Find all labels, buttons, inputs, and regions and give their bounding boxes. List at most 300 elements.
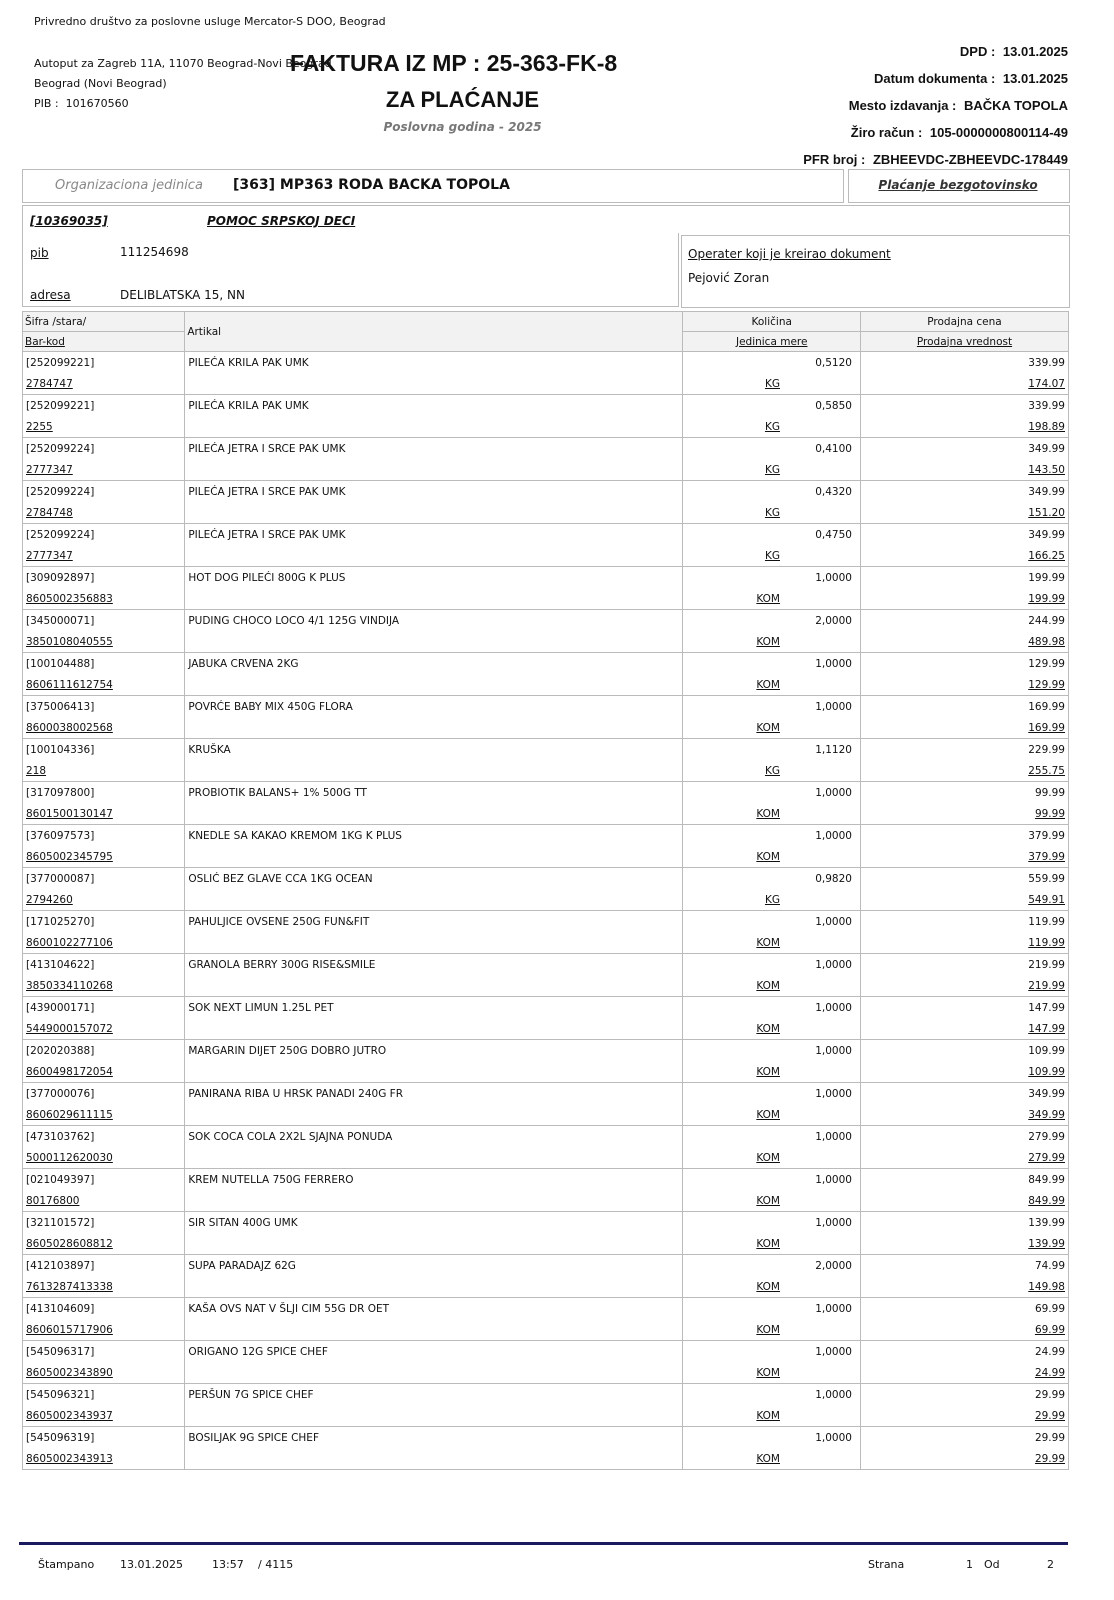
item-barcode: 5449000157072 <box>23 1018 185 1040</box>
item-price: 219.99 <box>860 954 1068 976</box>
meta-pfr: PFR broj : ZBHEEVDC-ZBHEEVDC-178449 <box>803 152 1068 167</box>
item-code: [202020388] <box>23 1040 185 1062</box>
items-table <box>22 311 1069 1470</box>
item-value: 279.99 <box>860 1147 1068 1169</box>
item-value: 149.98 <box>860 1276 1068 1298</box>
customer-header-box <box>22 205 1070 234</box>
company-pib: PIB : 101670560 <box>34 97 129 110</box>
item-row-sub <box>23 803 1069 825</box>
item-row <box>23 567 1069 589</box>
item-price: 109.99 <box>860 1040 1068 1062</box>
item-row-sub <box>23 502 1069 524</box>
item-article-empty <box>185 588 683 610</box>
item-value: 489.98 <box>860 631 1068 653</box>
item-price: 119.99 <box>860 911 1068 933</box>
item-unit: KOM <box>683 846 861 868</box>
item-article: PANIRANA RIBA U HRSK PANADI 240G FR <box>185 1083 683 1105</box>
item-qty: 0,5120 <box>683 352 861 374</box>
item-article-empty <box>185 1233 683 1255</box>
item-row-sub <box>23 674 1069 696</box>
item-qty: 1,0000 <box>683 954 861 976</box>
item-price: 139.99 <box>860 1212 1068 1234</box>
item-value: 143.50 <box>860 459 1068 481</box>
item-price: 279.99 <box>860 1126 1068 1148</box>
header-price: Prodajna cena <box>860 312 1068 332</box>
company-address-line1: Autoput za Zagreb 11A, 11070 Beograd-Novi Beograd <box>34 57 332 70</box>
item-article-empty <box>185 1061 683 1083</box>
item-qty: 0,4320 <box>683 481 861 503</box>
header-barcode: Bar-kod <box>23 332 185 352</box>
item-price: 99.99 <box>860 782 1068 804</box>
item-value: 24.99 <box>860 1362 1068 1384</box>
item-barcode: 218 <box>23 760 185 782</box>
item-value: 199.99 <box>860 588 1068 610</box>
item-article-empty <box>185 1104 683 1126</box>
item-unit: KOM <box>683 1362 861 1384</box>
item-unit: KG <box>683 545 861 567</box>
item-qty: 1,0000 <box>683 1169 861 1191</box>
item-value: 109.99 <box>860 1061 1068 1083</box>
item-price: 69.99 <box>860 1298 1068 1320</box>
company-address <box>34 54 332 114</box>
fiscal-year: Poslovna godina - 2025 <box>383 120 542 134</box>
item-price: 199.99 <box>860 567 1068 589</box>
item-qty: 1,0000 <box>683 567 861 589</box>
item-value: 129.99 <box>860 674 1068 696</box>
item-qty: 1,0000 <box>683 1212 861 1234</box>
item-article-empty <box>185 416 683 438</box>
item-price: 349.99 <box>860 481 1068 503</box>
item-value: 219.99 <box>860 975 1068 997</box>
item-article: OSLIĆ BEZ GLAVE CCA 1KG OCEAN <box>185 868 683 890</box>
item-row-sub <box>23 932 1069 954</box>
item-unit: KOM <box>683 975 861 997</box>
item-row-sub <box>23 631 1069 653</box>
item-row-sub <box>23 760 1069 782</box>
item-price: 349.99 <box>860 1083 1068 1105</box>
item-row <box>23 438 1069 460</box>
item-row-sub <box>23 1104 1069 1126</box>
company-name: Privredno društvo za poslovne usluge Mercator-S DOO, Beograd <box>34 15 386 28</box>
item-unit: KOM <box>683 1104 861 1126</box>
item-row-sub <box>23 1276 1069 1298</box>
item-article: ORIGANO 12G SPICE CHEF <box>185 1341 683 1363</box>
item-row <box>23 1083 1069 1105</box>
item-qty: 1,0000 <box>683 653 861 675</box>
item-barcode: 3850334110268 <box>23 975 185 997</box>
org-unit-value: [363] MP363 RODA BACKA TOPOLA <box>233 177 510 193</box>
item-qty: 1,0000 <box>683 1384 861 1406</box>
item-barcode: 8605002356883 <box>23 588 185 610</box>
item-price: 559.99 <box>860 868 1068 890</box>
item-article-empty <box>185 1147 683 1169</box>
meta-dpd: DPD : 13.01.2025 <box>959 44 1068 59</box>
item-barcode: 2794260 <box>23 889 185 911</box>
customer-id: [10369035] <box>30 214 108 228</box>
item-unit: KG <box>683 373 861 395</box>
item-article-empty <box>185 846 683 868</box>
item-article: SOK COCA COLA 2X2L SJAJNA PONUDA <box>185 1126 683 1148</box>
item-barcode: 3850108040555 <box>23 631 185 653</box>
company-address-line2: Beograd (Novi Beograd) <box>34 77 167 90</box>
item-code: [321101572] <box>23 1212 185 1234</box>
item-unit: KOM <box>683 1190 861 1212</box>
item-barcode: 8606111612754 <box>23 674 185 696</box>
item-row <box>23 1384 1069 1406</box>
item-row <box>23 653 1069 675</box>
item-qty: 1,0000 <box>683 782 861 804</box>
item-unit: KOM <box>683 631 861 653</box>
item-row <box>23 1169 1069 1191</box>
item-article: SIR SITAN 400G UMK <box>185 1212 683 1234</box>
company-pib-value: 101670560 <box>65 97 129 110</box>
item-article: PILEĆA KRILA PAK UMK <box>185 395 683 417</box>
item-row <box>23 1255 1069 1277</box>
item-article-empty <box>185 674 683 696</box>
item-qty: 1,0000 <box>683 1427 861 1449</box>
item-code: [252099221] <box>23 395 185 417</box>
item-row <box>23 395 1069 417</box>
item-value: 166.25 <box>860 545 1068 567</box>
document-title: FAKTURA IZ MP : 25-363-FK-8 <box>290 50 618 76</box>
item-qty: 1,0000 <box>683 696 861 718</box>
item-row <box>23 524 1069 546</box>
item-row <box>23 481 1069 503</box>
footer-page-of-label: Od <box>984 1558 1000 1571</box>
item-article: MARGARIN DIJET 250G DOBRO JUTRO <box>185 1040 683 1062</box>
item-price: 339.99 <box>860 352 1068 374</box>
item-article-empty <box>185 717 683 739</box>
item-row-sub <box>23 717 1069 739</box>
item-barcode: 8605002345795 <box>23 846 185 868</box>
item-value: 349.99 <box>860 1104 1068 1126</box>
item-unit: KG <box>683 760 861 782</box>
item-article: PAHULJICE OVSENE 250G FUN&FIT <box>185 911 683 933</box>
item-row-sub <box>23 1319 1069 1341</box>
item-article: PUDING CHOCO LOCO 4/1 125G VINDIJA <box>185 610 683 632</box>
item-code: [376097573] <box>23 825 185 847</box>
document-meta <box>803 38 1068 173</box>
item-qty: 0,4750 <box>683 524 861 546</box>
item-code: [413104609] <box>23 1298 185 1320</box>
item-unit: KOM <box>683 1147 861 1169</box>
item-article-empty <box>185 803 683 825</box>
item-unit: KOM <box>683 1276 861 1298</box>
item-price: 129.99 <box>860 653 1068 675</box>
item-value: 147.99 <box>860 1018 1068 1040</box>
payment-method: Plaćanje bezgotovinsko <box>878 178 1038 192</box>
header-unit: Jedinica mere <box>683 332 861 352</box>
item-price: 244.99 <box>860 610 1068 632</box>
item-value: 255.75 <box>860 760 1068 782</box>
item-row-sub <box>23 975 1069 997</box>
item-row-sub <box>23 1018 1069 1040</box>
item-barcode: 2777347 <box>23 545 185 567</box>
item-barcode: 8600102277106 <box>23 932 185 954</box>
item-row <box>23 1126 1069 1148</box>
item-qty: 1,0000 <box>683 1126 861 1148</box>
item-price: 229.99 <box>860 739 1068 761</box>
item-qty: 1,0000 <box>683 1298 861 1320</box>
item-article: KREM NUTELLA 750G FERRERO <box>185 1169 683 1191</box>
item-value: 379.99 <box>860 846 1068 868</box>
item-code: [252099224] <box>23 524 185 546</box>
item-row-sub <box>23 1362 1069 1384</box>
item-row <box>23 997 1069 1019</box>
item-row <box>23 1212 1069 1234</box>
item-code: [021049397] <box>23 1169 185 1191</box>
item-row <box>23 911 1069 933</box>
item-code: [412103897] <box>23 1255 185 1277</box>
customer-pib-label: pib <box>30 246 49 260</box>
footer-printed-date: 13.01.2025 <box>120 1558 183 1571</box>
item-article-empty <box>185 459 683 481</box>
item-unit: KOM <box>683 1061 861 1083</box>
item-row <box>23 610 1069 632</box>
item-barcode: 2784747 <box>23 373 185 395</box>
item-value: 119.99 <box>860 932 1068 954</box>
item-qty: 1,0000 <box>683 1040 861 1062</box>
item-row <box>23 696 1069 718</box>
item-row <box>23 1341 1069 1363</box>
item-row-sub <box>23 545 1069 567</box>
item-unit: KG <box>683 459 861 481</box>
item-price: 74.99 <box>860 1255 1068 1277</box>
item-code: [473103762] <box>23 1126 185 1148</box>
item-code: [413104622] <box>23 954 185 976</box>
item-row <box>23 954 1069 976</box>
item-unit: KG <box>683 502 861 524</box>
item-article-empty <box>185 1405 683 1427</box>
item-code: [545096321] <box>23 1384 185 1406</box>
item-row-sub <box>23 1233 1069 1255</box>
item-price: 29.99 <box>860 1427 1068 1449</box>
header-qty: Količina <box>683 312 861 332</box>
footer-page-total: 2 <box>1047 1558 1054 1571</box>
item-row <box>23 1040 1069 1062</box>
item-unit: KOM <box>683 588 861 610</box>
meta-account: Žiro račun : 105-0000000800114-49 <box>850 125 1068 140</box>
header-article: Artikal <box>185 312 683 352</box>
item-code: [309092897] <box>23 567 185 589</box>
item-unit: KOM <box>683 1405 861 1427</box>
item-unit: KOM <box>683 1233 861 1255</box>
item-value: 174.07 <box>860 373 1068 395</box>
item-article-empty <box>185 502 683 524</box>
header-value: Prodajna vrednost <box>860 332 1068 352</box>
item-code: [545096317] <box>23 1341 185 1363</box>
operator-name: Pejović Zoran <box>688 271 770 285</box>
item-article-empty <box>185 1362 683 1384</box>
item-qty: 0,4100 <box>683 438 861 460</box>
item-article: PILEĆA JETRA I SRCE PAK UMK <box>185 524 683 546</box>
item-article-empty <box>185 1018 683 1040</box>
operator-label: Operater koji je kreirao dokument <box>688 247 891 261</box>
item-value: 99.99 <box>860 803 1068 825</box>
item-barcode: 2777347 <box>23 459 185 481</box>
item-row-sub <box>23 846 1069 868</box>
item-value: 151.20 <box>860 502 1068 524</box>
item-barcode: 5000112620030 <box>23 1147 185 1169</box>
item-value: 549.91 <box>860 889 1068 911</box>
item-unit: KOM <box>683 1319 861 1341</box>
item-barcode: 8600498172054 <box>23 1061 185 1083</box>
item-barcode: 8601500130147 <box>23 803 185 825</box>
item-value: 169.99 <box>860 717 1068 739</box>
item-article-empty <box>185 1190 683 1212</box>
item-unit: KG <box>683 889 861 911</box>
item-unit: KOM <box>683 932 861 954</box>
item-article-empty <box>185 932 683 954</box>
customer-address-value: DELIBLATSKA 15, NN <box>120 288 245 302</box>
item-value: 198.89 <box>860 416 1068 438</box>
item-qty: 1,0000 <box>683 825 861 847</box>
item-row <box>23 739 1069 761</box>
item-row <box>23 1298 1069 1320</box>
item-article: JABUKA CRVENA 2KG <box>185 653 683 675</box>
item-article-empty <box>185 1319 683 1341</box>
item-barcode: 2255 <box>23 416 185 438</box>
item-article: PILEĆA JETRA I SRCE PAK UMK <box>185 481 683 503</box>
item-article: PILEĆA JETRA I SRCE PAK UMK <box>185 438 683 460</box>
item-price: 169.99 <box>860 696 1068 718</box>
item-row-sub <box>23 373 1069 395</box>
item-article: SUPA PARADAJZ 62G <box>185 1255 683 1277</box>
item-unit: KOM <box>683 717 861 739</box>
meta-place: Mesto izdavanja : BAČKA TOPOLA <box>848 98 1068 113</box>
item-price: 349.99 <box>860 524 1068 546</box>
document-subtitle: ZA PLAĆANJE <box>385 87 540 112</box>
item-row <box>23 868 1069 890</box>
item-code: [317097800] <box>23 782 185 804</box>
item-article: BOSILJAK 9G SPICE CHEF <box>185 1427 683 1449</box>
item-article-empty <box>185 373 683 395</box>
item-row <box>23 825 1069 847</box>
item-barcode: 8606029611115 <box>23 1104 185 1126</box>
item-article-empty <box>185 545 683 567</box>
customer-pib-value: 111254698 <box>120 245 189 259</box>
customer-name: POMOC SRPSKOJ DECI <box>207 214 356 228</box>
item-value: 69.99 <box>860 1319 1068 1341</box>
item-barcode: 8605002343937 <box>23 1405 185 1427</box>
item-barcode: 2784748 <box>23 502 185 524</box>
item-price: 349.99 <box>860 438 1068 460</box>
item-value: 849.99 <box>860 1190 1068 1212</box>
item-article-empty <box>185 1276 683 1298</box>
item-qty: 1,1120 <box>683 739 861 761</box>
item-row <box>23 352 1069 374</box>
item-qty: 2,0000 <box>683 610 861 632</box>
item-row-sub <box>23 416 1069 438</box>
item-code: [377000076] <box>23 1083 185 1105</box>
item-row-sub <box>23 1448 1069 1470</box>
item-row-sub <box>23 889 1069 911</box>
item-row-sub <box>23 1405 1069 1427</box>
items-body <box>23 352 1069 1470</box>
header-code: Šifra /stara/ <box>23 312 185 332</box>
item-unit: KOM <box>683 1018 861 1040</box>
item-article: HOT DOG PILEĆI 800G K PLUS <box>185 567 683 589</box>
customer-address-label: adresa <box>30 288 71 302</box>
item-code: [377000087] <box>23 868 185 890</box>
item-price: 29.99 <box>860 1384 1068 1406</box>
item-qty: 2,0000 <box>683 1255 861 1277</box>
item-row <box>23 782 1069 804</box>
item-article: PROBIOTIK BALANS+ 1% 500G TT <box>185 782 683 804</box>
item-code: [545096319] <box>23 1427 185 1449</box>
item-code: [252099224] <box>23 481 185 503</box>
footer-page-label: Strana <box>868 1558 905 1571</box>
item-code: [439000171] <box>23 997 185 1019</box>
item-unit: KG <box>683 416 861 438</box>
item-row <box>23 1427 1069 1449</box>
item-unit: KOM <box>683 674 861 696</box>
item-article-empty <box>185 631 683 653</box>
item-barcode: 7613287413338 <box>23 1276 185 1298</box>
footer-printed-time: 13:57 <box>212 1558 244 1571</box>
footer-divider <box>19 1542 1068 1545</box>
item-row-sub <box>23 1147 1069 1169</box>
org-unit-label: Organizaciona jedinica <box>55 178 203 193</box>
item-qty: 1,0000 <box>683 1341 861 1363</box>
item-code: [345000071] <box>23 610 185 632</box>
item-row-sub <box>23 1061 1069 1083</box>
item-article: PERŠUN 7G SPICE CHEF <box>185 1384 683 1406</box>
footer-page-current: 1 <box>966 1558 973 1571</box>
footer-printed-label: Štampano <box>38 1558 95 1571</box>
item-article-empty <box>185 889 683 911</box>
item-code: [375006413] <box>23 696 185 718</box>
item-row-sub <box>23 459 1069 481</box>
item-price: 849.99 <box>860 1169 1068 1191</box>
item-article: POVRĆE BABY MIX 450G FLORA <box>185 696 683 718</box>
item-barcode: 8606015717906 <box>23 1319 185 1341</box>
item-unit: KOM <box>683 803 861 825</box>
item-code: [100104488] <box>23 653 185 675</box>
item-value: 139.99 <box>860 1233 1068 1255</box>
item-article: SOK NEXT LIMUN 1.25L PET <box>185 997 683 1019</box>
item-code: [100104336] <box>23 739 185 761</box>
item-price: 24.99 <box>860 1341 1068 1363</box>
item-qty: 0,5850 <box>683 395 861 417</box>
meta-date: Datum dokumenta : 13.01.2025 <box>873 71 1068 86</box>
item-row-sub <box>23 588 1069 610</box>
item-qty: 1,0000 <box>683 911 861 933</box>
item-barcode: 8605002343913 <box>23 1448 185 1470</box>
item-qty: 0,9820 <box>683 868 861 890</box>
item-qty: 1,0000 <box>683 997 861 1019</box>
item-price: 147.99 <box>860 997 1068 1019</box>
item-article-empty <box>185 760 683 782</box>
item-article: GRANOLA BERRY 300G RISE&SMILE <box>185 954 683 976</box>
item-qty: 1,0000 <box>683 1083 861 1105</box>
item-article-empty <box>185 1448 683 1470</box>
item-article-empty <box>185 975 683 997</box>
item-code: [171025270] <box>23 911 185 933</box>
item-code: [252099224] <box>23 438 185 460</box>
item-price: 379.99 <box>860 825 1068 847</box>
item-article: PILEĆA KRILA PAK UMK <box>185 352 683 374</box>
item-article: KAŠA OVS NAT V ŠLJI CIM 55G DR OET <box>185 1298 683 1320</box>
item-barcode: 8605002343890 <box>23 1362 185 1384</box>
item-code: [252099221] <box>23 352 185 374</box>
item-value: 29.99 <box>860 1448 1068 1470</box>
item-article: KNEDLE SA KAKAO KREMOM 1KG K PLUS <box>185 825 683 847</box>
item-price: 339.99 <box>860 395 1068 417</box>
item-barcode: 8600038002568 <box>23 717 185 739</box>
item-barcode: 80176800 <box>23 1190 185 1212</box>
item-row-sub <box>23 1190 1069 1212</box>
